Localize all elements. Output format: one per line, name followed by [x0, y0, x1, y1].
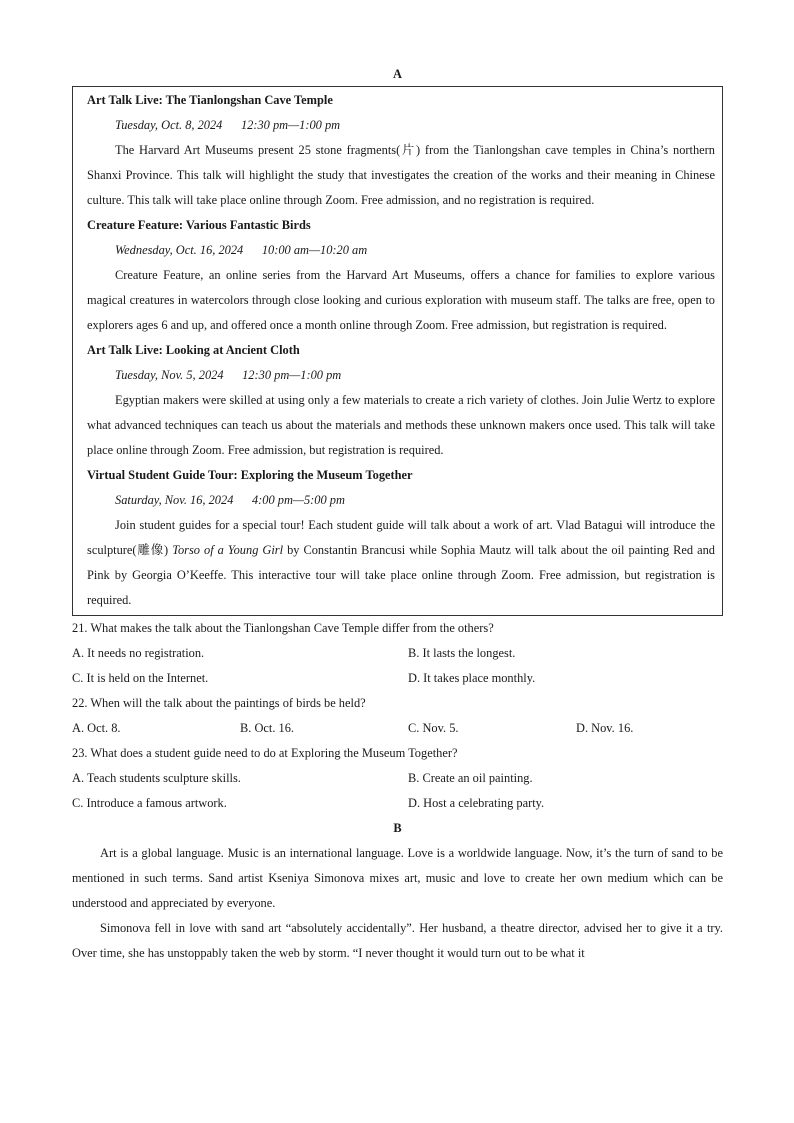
- event-body-pre: Join student guides for a special tour! Each student guide will talk about a work of art. Vlad Batagui will introduce the sculpture(雕像): [87, 518, 715, 557]
- question-options: [72, 716, 723, 741]
- option-d: D. Nov. 16.: [576, 721, 634, 735]
- question-options: [72, 641, 723, 691]
- event-time: Tuesday, Oct. 8, 2024 12:30 pm—1:00 pm: [115, 118, 341, 132]
- event-2: [87, 213, 715, 338]
- passage-paragraph: Simonova fell in love with sand art “absolutely accidentally”. Her husband, a theatre director, advised her to give it a try. Over time, she has unstoppably taken the web by storm. “I never thought it would turn out to be what it: [72, 921, 723, 960]
- option-a: A. Oct. 8.: [72, 721, 121, 735]
- event-title: Creature Feature: Various Fantastic Birds: [87, 218, 311, 232]
- question-21: [72, 616, 723, 691]
- question-22: [72, 691, 723, 741]
- event-body: Egyptian makers were skilled at using only a few materials to create a rich variety of clothes. Join Julie Wertz to explore what advanced techniques can teach us about the materials and methods these unknown makers once used. This talk will take place online through Zoom. Free admission, but registration is required.: [87, 393, 715, 457]
- question-stem: 22. When will the talk about the paintings of birds be held?: [72, 696, 366, 710]
- events-box: [72, 86, 723, 616]
- event-body: Creature Feature, an online series from the Harvard Art Museums, offers a chance for families to explore various magical creatures in watercolors through close looking and curious exploration with museum staff. The talks are free, open to explorers ages 6 and up, and offered once a month online through Zoom. Free admission, but registration is required.: [87, 268, 715, 332]
- event-3: [87, 338, 715, 463]
- event-body-post: by Constantin Brancusi while Sophia Mautz will talk about the oil painting Red and Pink by Georgia O’Keeffe. This interactive tour will take place online through Zoom. Free admission, but registration is required.: [87, 543, 715, 607]
- event-title: Virtual Student Guide Tour: Exploring the Museum Together: [87, 468, 413, 482]
- option-d: D. Host a celebrating party.: [408, 796, 545, 810]
- exam-page: [72, 64, 723, 966]
- event-time: Tuesday, Nov. 5, 2024 12:30 pm—1:00 pm: [115, 368, 342, 382]
- passage-paragraph: Art is a global language. Music is an international language. Love is a worldwide language. Now, it’s the turn of sand to be mentioned in such terms. Sand artist Kseniya Simonova mixes art, music and love to create her own medium which can be understood and appreciated by everyone.: [72, 846, 723, 910]
- event-body: [87, 513, 715, 613]
- question-stem: 23. What does a student guide need to do at Exploring the Museum Together?: [72, 746, 458, 760]
- event-1: [87, 88, 715, 213]
- event-time: Saturday, Nov. 16, 2024 4:00 pm—5:00 pm: [115, 493, 345, 507]
- question-stem: 21. What makes the talk about the Tianlongshan Cave Temple differ from the others?: [72, 621, 494, 635]
- option-d: D. It takes place monthly.: [408, 671, 536, 685]
- section-b-label: B: [393, 821, 402, 835]
- event-title: Art Talk Live: The Tianlongshan Cave Temple: [87, 93, 333, 107]
- option-c: C. It is held on the Internet.: [72, 671, 209, 685]
- question-23: [72, 741, 723, 816]
- option-a: A. It needs no registration.: [72, 646, 205, 660]
- option-c: C. Introduce a famous artwork.: [72, 796, 227, 810]
- option-b: B. Create an oil painting.: [408, 771, 533, 785]
- option-b: B. It lasts the longest.: [408, 646, 516, 660]
- artwork-title: Torso of a Young Girl: [172, 543, 284, 557]
- option-c: C. Nov. 5.: [408, 721, 459, 735]
- option-a: A. Teach students sculpture skills.: [72, 771, 241, 785]
- event-title: Art Talk Live: Looking at Ancient Cloth: [87, 343, 300, 357]
- event-time: Wednesday, Oct. 16, 2024 10:00 am—10:20 am: [115, 243, 368, 257]
- option-b: B. Oct. 16.: [240, 721, 295, 735]
- event-body: The Harvard Art Museums present 25 stone fragments(片) from the Tianlongshan cave temples in China’s northern Shanxi Province. This talk will highlight the study that investigates the creation of the works and their meaning in Chinese culture. This talk will take place online through Zoom. Free admission, and no registration is required.: [87, 143, 715, 207]
- event-4: [87, 463, 715, 613]
- section-a-label: A: [393, 67, 402, 81]
- question-options: [72, 766, 723, 816]
